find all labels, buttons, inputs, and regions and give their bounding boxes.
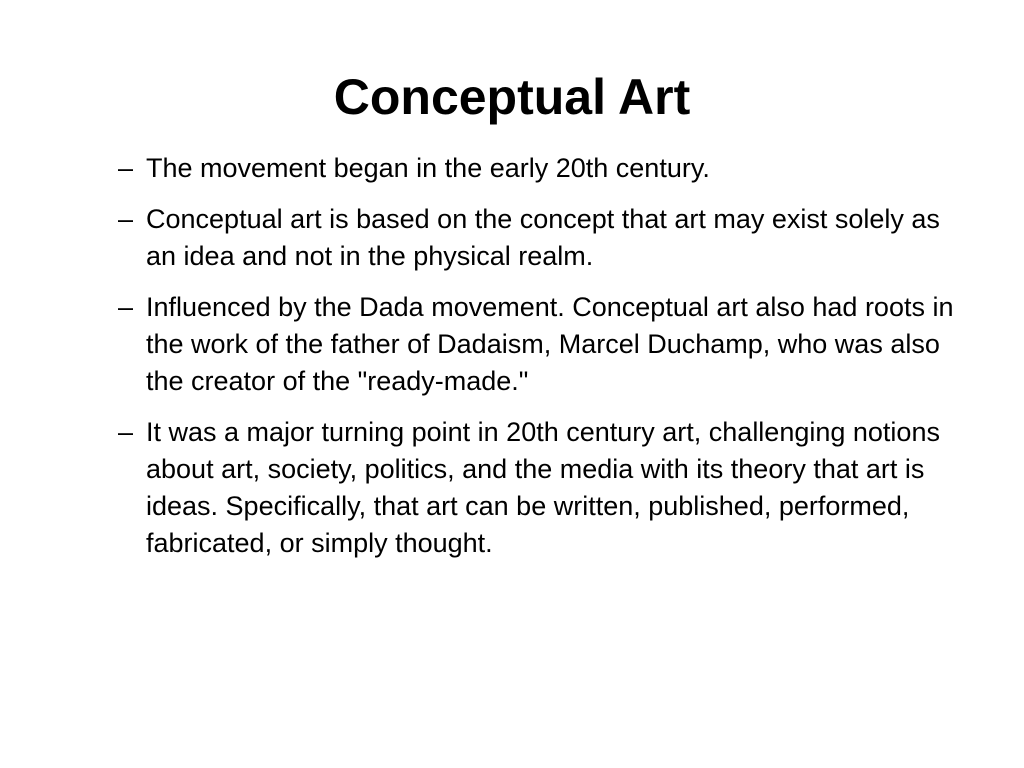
bullet-list bbox=[118, 150, 958, 576]
bullet-item bbox=[118, 150, 958, 187]
bullet-dash: – bbox=[118, 417, 134, 447]
bullet-text: It was a major turning point in 20th century art, challenging notions about art, society, politics, and the media with its theory that art is ideas. Specifically, that art can be written, published, performed, fabricated, or simply thought. bbox=[146, 417, 940, 558]
bullet-text: Conceptual art is based on the concept that art may exist solely as an idea and not in the physical realm. bbox=[146, 204, 940, 271]
bullet-dash: – bbox=[118, 292, 134, 322]
slide-title: Conceptual Art bbox=[333, 69, 691, 125]
bullet-item bbox=[118, 414, 958, 562]
bullet-dash: – bbox=[118, 153, 134, 183]
bullet-dash: – bbox=[118, 204, 134, 234]
bullet-text: The movement began in the early 20th century. bbox=[146, 153, 710, 183]
bullet-item bbox=[118, 201, 958, 275]
bullet-text: Influenced by the Dada movement. Conceptual art also had roots in the work of the father of Dadaism, Marcel Duchamp, who was also the creator of the "ready-made." bbox=[146, 292, 954, 396]
bullet-item bbox=[118, 289, 958, 400]
